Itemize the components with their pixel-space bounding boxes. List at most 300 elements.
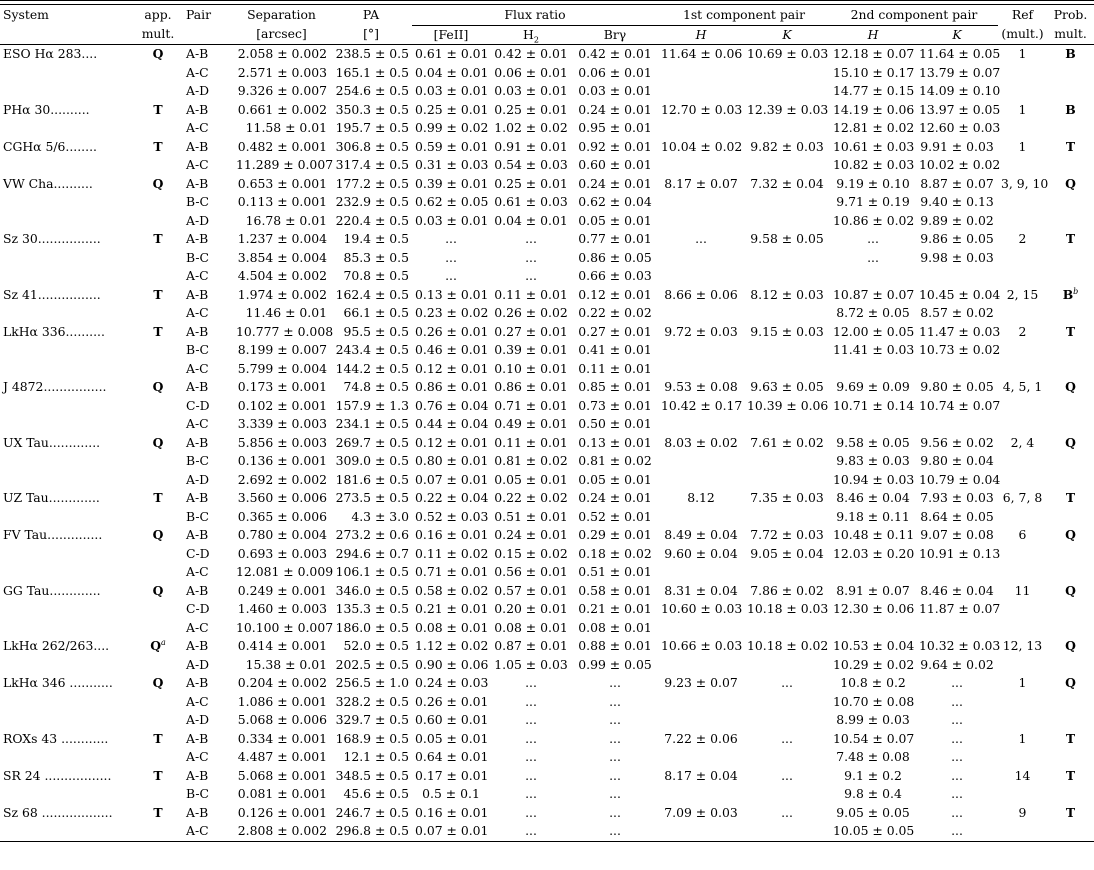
cell-prob-mult — [1047, 693, 1094, 712]
col-h2-label: H — [523, 26, 534, 42]
cell-first-K — [744, 600, 830, 619]
cell-flux-brgamma — [572, 748, 658, 767]
cell-flux-feii — [412, 711, 490, 730]
cell-app-mult — [133, 323, 183, 342]
cell-first-H — [658, 175, 744, 194]
pair-value: A-C — [186, 157, 209, 172]
first-K-value: ... — [781, 767, 793, 783]
table-row — [0, 156, 1094, 175]
system-name-value: VW Cha.......... — [3, 175, 93, 191]
flux-h2-value: 0.54 ± 0.03 — [494, 157, 568, 172]
cell-second-K — [916, 804, 998, 823]
position-angle-value: 232.9 ± 0.5 — [335, 194, 409, 209]
cell-flux-h2 — [490, 397, 572, 416]
flux-feii-value: 0.90 ± 0.06 — [415, 656, 489, 672]
cell-flux-h2 — [490, 711, 572, 730]
flux-feii-value: 0.58 ± 0.02 — [415, 582, 489, 598]
cell-separation — [233, 267, 330, 286]
cell-flux-feii — [412, 748, 490, 767]
cell-first-K — [744, 64, 830, 83]
cell-separation — [233, 563, 334, 582]
cell-app-mult — [133, 508, 183, 527]
flux-feii-value: 0.12 ± 0.01 — [415, 434, 489, 450]
cell-first-K — [744, 415, 830, 434]
ref-value: 2, 15 — [1006, 286, 1039, 302]
position-angle-value: 95.5 ± 0.5 — [343, 323, 409, 339]
separation-value: 5.068 ± 0.001 — [237, 767, 327, 783]
col-second-H-label: H — [867, 26, 879, 42]
flux-h2-value: 0.25 ± 0.01 — [494, 175, 568, 191]
cell-separation — [233, 619, 334, 638]
first-H-value: 8.49 ± 0.04 — [664, 527, 738, 542]
cell-first-K — [744, 711, 830, 730]
second-H-value: 8.46 ± 0.04 — [836, 490, 910, 505]
cell-flux-feii — [412, 156, 490, 175]
cell-position-angle — [330, 711, 412, 730]
table-row — [0, 397, 1094, 416]
cell-prob-mult — [1047, 748, 1094, 767]
cell-first-K — [744, 101, 830, 120]
flux-feii-value: 0.07 ± 0.01 — [415, 471, 489, 487]
cell-first-H — [658, 582, 744, 601]
position-angle-value: 238.5 ± 0.5 — [335, 46, 409, 61]
cell-separation — [233, 748, 330, 767]
table-header — [0, 1, 1094, 45]
cell-separation — [233, 471, 330, 490]
cell-flux-feii — [412, 193, 490, 212]
second-H-value: 15.10 ± 0.17 — [833, 64, 915, 80]
flux-brgamma-value: ... — [609, 823, 621, 838]
cell-position-angle — [330, 378, 412, 397]
flux-feii-value: 0.11 ± 0.02 — [415, 545, 489, 561]
flux-feii-value: 0.86 ± 0.01 — [415, 379, 489, 394]
flux-h2-value: 0.05 ± 0.01 — [494, 471, 568, 487]
cell-position-angle — [330, 471, 412, 490]
cell-flux-h2 — [490, 637, 572, 656]
cell-second-K — [916, 193, 998, 212]
cell-second-H — [830, 304, 916, 323]
table-row — [0, 785, 1094, 804]
cell-flux-brgamma — [572, 267, 658, 286]
position-angle-value: 348.5 ± 0.5 — [335, 767, 409, 783]
ref-value: 1 — [1018, 675, 1027, 690]
pair-value: A-B — [186, 527, 209, 542]
cell-first-K — [744, 693, 830, 712]
col-first-H — [658, 25, 744, 45]
cell-system-name — [0, 82, 133, 101]
prob-mult-value: T — [1065, 730, 1076, 746]
separation-value: 0.204 ± 0.002 — [237, 675, 327, 690]
cell-flux-h2 — [490, 360, 572, 379]
pair-value: C-D — [186, 397, 210, 413]
table-row — [0, 804, 1094, 823]
app-mult-value: T — [153, 286, 163, 302]
table-row — [0, 267, 1094, 286]
cell-first-K — [744, 378, 830, 397]
second-H-value: 12.18 ± 0.07 — [833, 46, 915, 61]
second-K-value: ... — [951, 730, 963, 746]
cell-flux-h2 — [490, 415, 572, 434]
cell-app-mult — [133, 193, 183, 212]
cell-system-name — [0, 156, 133, 175]
prob-mult-value: Q — [1065, 638, 1076, 653]
flux-brgamma-value: 0.86 ± 0.05 — [578, 249, 652, 265]
cell-second-K — [916, 637, 1001, 656]
cell-app-mult — [133, 212, 183, 231]
cell-separation — [233, 526, 330, 545]
first-K-value: 10.18 ± 0.02 — [747, 638, 829, 653]
cell-app-mult — [133, 563, 183, 582]
flux-feii-value: 0.59 ± 0.01 — [415, 138, 489, 154]
cell-prob-mult — [1047, 138, 1094, 157]
cell-first-H — [658, 619, 744, 638]
cell-pair — [183, 230, 233, 249]
table-row — [0, 711, 1094, 730]
app-mult-value: Q — [152, 582, 164, 598]
cell-second-H — [830, 360, 916, 379]
system-name-value: LkHα 336.......... — [3, 323, 105, 339]
pair-value: A-B — [186, 286, 209, 302]
position-angle-value: 162.4 ± 0.5 — [335, 286, 409, 302]
first-K-value: 10.69 ± 0.03 — [747, 46, 829, 61]
cell-first-H — [658, 767, 744, 786]
cell-pair — [183, 508, 233, 527]
pair-value: A-D — [186, 712, 210, 727]
cell-second-H — [830, 45, 916, 64]
cell-position-angle — [330, 138, 412, 157]
second-H-value: 9.8 ± 0.4 — [844, 786, 902, 801]
cell-first-K — [744, 508, 830, 527]
second-K-value: 12.60 ± 0.03 — [919, 120, 1001, 135]
cell-flux-feii — [412, 138, 490, 157]
first-K-value: 7.35 ± 0.03 — [750, 490, 824, 505]
separation-value: 0.661 ± 0.002 — [237, 101, 327, 117]
flux-brgamma-value: 0.13 ± 0.01 — [578, 434, 652, 450]
col-prob-mult: Prob. — [1053, 7, 1088, 23]
cell-second-K — [916, 711, 998, 730]
cell-system-name — [0, 748, 133, 767]
second-K-value: 8.87 ± 0.07 — [920, 175, 994, 191]
cell-pair — [183, 323, 233, 342]
cell-flux-h2 — [490, 489, 572, 508]
cell-system-name — [0, 822, 133, 841]
flux-feii-value: 0.24 ± 0.03 — [415, 675, 489, 690]
cell-prob-mult — [1047, 656, 1094, 675]
table-row — [0, 415, 1094, 434]
position-angle-value: 66.1 ± 0.5 — [343, 305, 409, 320]
flux-feii-value: 0.07 ± 0.01 — [415, 823, 489, 838]
cell-second-K — [916, 471, 1001, 490]
cell-flux-brgamma — [572, 545, 658, 564]
cell-first-H — [658, 397, 744, 416]
cell-flux-feii — [412, 360, 490, 379]
flux-brgamma-value: 0.85 ± 0.01 — [578, 379, 652, 394]
cell-flux-feii — [412, 674, 490, 693]
cell-flux-brgamma — [572, 64, 658, 83]
separation-value: 12.081 ± 0.009 — [236, 564, 334, 579]
app-mult-value: T — [153, 323, 163, 339]
flux-feii-value: 0.52 ± 0.03 — [415, 508, 489, 524]
cell-ref — [998, 415, 1047, 434]
cell-second-K — [916, 101, 1001, 120]
cell-flux-feii — [412, 489, 490, 508]
cell-first-H — [658, 526, 744, 545]
flux-h2-value: 0.03 ± 0.01 — [494, 83, 568, 98]
table-row — [0, 674, 1094, 693]
cell-first-H — [658, 748, 744, 767]
system-name-value: PHα 30.......... — [3, 101, 90, 117]
cell-second-H — [830, 508, 916, 527]
second-H-value: 9.1 ± 0.2 — [844, 767, 902, 783]
cell-pair — [183, 730, 233, 749]
cell-separation — [233, 637, 330, 656]
pair-value: B-C — [186, 786, 210, 801]
cell-pair — [183, 415, 233, 434]
cell-prob-mult — [1047, 175, 1094, 194]
cell-second-H — [830, 193, 916, 212]
flux-h2-value: ... — [525, 767, 537, 783]
cell-second-K — [916, 82, 1001, 101]
ref-value: 1 — [1018, 730, 1027, 746]
table-row — [0, 563, 1094, 582]
cell-second-K — [916, 138, 998, 157]
cell-pair — [183, 785, 233, 804]
cell-app-mult — [133, 415, 183, 434]
cell-position-angle — [330, 360, 412, 379]
flux-feii-value: ... — [445, 268, 457, 283]
second-K-value: ... — [951, 749, 963, 764]
cell-position-angle — [330, 674, 412, 693]
position-angle-value: 157.9 ± 1.3 — [335, 397, 409, 413]
cell-flux-h2 — [490, 230, 572, 249]
second-K-value: ... — [951, 693, 963, 709]
flux-brgamma-value: 0.41 ± 0.01 — [578, 342, 652, 357]
table-row — [0, 304, 1094, 323]
cell-first-K — [744, 212, 830, 231]
second-H-value: 10.53 ± 0.04 — [833, 638, 915, 653]
cell-system-name — [0, 119, 133, 138]
second-K-value: 9.40 ± 0.13 — [920, 194, 994, 209]
cell-separation — [233, 804, 330, 823]
position-angle-value: 306.8 ± 0.5 — [335, 138, 409, 154]
cell-ref — [998, 711, 1047, 730]
flux-brgamma-value: 0.52 ± 0.01 — [578, 508, 652, 524]
cell-pair — [183, 711, 233, 730]
flux-feii-value: 0.03 ± 0.01 — [415, 212, 489, 228]
cell-flux-brgamma — [572, 378, 658, 397]
cell-position-angle — [330, 82, 412, 101]
cell-pair — [183, 822, 233, 841]
cell-system-name — [0, 582, 133, 601]
cell-prob-mult — [1047, 304, 1094, 323]
flux-h2-value: 0.56 ± 0.01 — [494, 564, 568, 579]
flux-brgamma-value: 0.05 ± 0.01 — [578, 471, 652, 487]
ref-value: 2, 4 — [1010, 434, 1035, 450]
second-H-value: 9.69 ± 0.09 — [836, 379, 910, 394]
cell-flux-brgamma — [572, 360, 658, 379]
cell-app-mult — [133, 101, 183, 120]
cell-flux-h2 — [490, 45, 572, 64]
cell-app-mult — [133, 119, 183, 138]
table-row — [0, 82, 1094, 101]
flux-brgamma-value: ... — [609, 804, 621, 820]
position-angle-value: 202.5 ± 0.5 — [335, 656, 409, 672]
cell-pair — [183, 156, 233, 175]
separation-value: 0.653 ± 0.001 — [237, 175, 327, 191]
pair-value: C-D — [186, 545, 210, 561]
flux-h2-value: ... — [525, 712, 537, 727]
cell-flux-feii — [412, 101, 490, 120]
cell-flux-brgamma — [572, 563, 658, 582]
first-K-value: 7.32 ± 0.04 — [750, 175, 824, 191]
cell-first-H — [658, 804, 744, 823]
second-K-value: 9.64 ± 0.02 — [920, 656, 994, 672]
position-angle-value: 329.7 ± 0.5 — [335, 712, 409, 727]
flux-h2-value: 0.06 ± 0.01 — [494, 64, 568, 80]
cell-second-K — [916, 119, 1001, 138]
table-row — [0, 452, 1094, 471]
cell-separation — [233, 138, 330, 157]
first-K-value: 9.05 ± 0.04 — [750, 545, 824, 561]
flux-h2-value: 0.86 ± 0.01 — [494, 379, 568, 394]
second-H-value: 9.05 ± 0.05 — [836, 804, 910, 820]
cell-flux-h2 — [490, 619, 572, 638]
cell-pair — [183, 526, 233, 545]
flux-brgamma-value: 0.24 ± 0.01 — [578, 490, 652, 505]
cell-app-mult — [133, 748, 183, 767]
flux-feii-value: 0.23 ± 0.02 — [415, 305, 489, 320]
cell-position-angle — [330, 748, 412, 767]
system-name-value: Sz 68 .................. — [3, 804, 113, 820]
cell-second-K — [916, 489, 998, 508]
col-second-H — [830, 25, 916, 45]
flux-brgamma-value: 0.81 ± 0.02 — [578, 453, 652, 468]
col-ref-sub: (mult.) — [998, 25, 1047, 45]
cell-system-name — [0, 693, 133, 712]
ref-value: 14 — [1014, 767, 1031, 783]
position-angle-value: 294.6 ± 0.7 — [335, 545, 409, 561]
cell-flux-feii — [412, 822, 490, 841]
cell-ref — [998, 156, 1047, 175]
cell-separation — [233, 711, 330, 730]
cell-ref — [998, 526, 1047, 545]
cell-second-K — [916, 45, 1001, 64]
cell-flux-brgamma — [572, 341, 658, 360]
prob-mult-value: T — [1065, 804, 1076, 820]
cell-second-H — [830, 619, 916, 638]
cell-flux-h2 — [490, 193, 572, 212]
cell-system-name — [0, 397, 133, 416]
flux-brgamma-value: 0.99 ± 0.05 — [578, 656, 652, 672]
cell-prob-mult — [1047, 156, 1094, 175]
position-angle-value: 269.7 ± 0.5 — [335, 434, 409, 450]
cell-position-angle — [330, 785, 412, 804]
cell-flux-brgamma — [572, 526, 658, 545]
cell-first-K — [744, 360, 830, 379]
flux-h2-value: 0.24 ± 0.01 — [494, 527, 568, 542]
cell-second-K — [916, 341, 1001, 360]
cell-flux-h2 — [490, 249, 572, 268]
cell-flux-feii — [412, 249, 490, 268]
cell-ref — [998, 600, 1047, 619]
cell-first-H — [658, 471, 744, 490]
first-K-value: 9.15 ± 0.03 — [750, 323, 824, 339]
cell-flux-h2 — [490, 730, 572, 749]
flux-feii-value: 0.26 ± 0.01 — [415, 693, 489, 709]
cell-position-angle — [330, 286, 412, 305]
cell-flux-brgamma — [572, 397, 658, 416]
ref-value: 1 — [1018, 138, 1027, 154]
cell-position-angle — [330, 526, 412, 545]
cell-system-name — [0, 323, 133, 342]
cell-first-K — [744, 582, 830, 601]
cell-flux-h2 — [490, 785, 572, 804]
second-H-value: 9.19 ± 0.10 — [836, 175, 910, 191]
cell-system-name — [0, 378, 133, 397]
flux-feii-value: ... — [445, 249, 457, 265]
flux-h2-value: 0.87 ± 0.01 — [494, 638, 568, 653]
cell-pair — [183, 619, 233, 638]
cell-first-K — [744, 267, 830, 286]
cell-prob-mult — [1047, 323, 1094, 342]
second-K-value: 9.86 ± 0.05 — [920, 231, 994, 246]
cell-system-name — [0, 230, 133, 249]
position-angle-value: 52.0 ± 0.5 — [343, 638, 409, 653]
app-mult-value: T — [153, 767, 163, 783]
separation-value: 1.237 ± 0.004 — [237, 231, 327, 246]
second-H-value: 9.71 ± 0.19 — [836, 194, 910, 209]
cell-pair — [183, 175, 233, 194]
cell-ref — [998, 82, 1047, 101]
cell-position-angle — [330, 304, 412, 323]
table-row — [0, 693, 1094, 712]
flux-feii-value: 0.44 ± 0.04 — [415, 416, 489, 431]
app-mult-value: Q — [152, 434, 164, 450]
pair-value: A-D — [186, 212, 210, 228]
cell-second-K — [916, 360, 998, 379]
prob-mult-value: Q — [1065, 434, 1076, 450]
cell-second-K — [916, 600, 1001, 619]
cell-ref — [998, 767, 1047, 786]
cell-flux-feii — [412, 804, 490, 823]
position-angle-value: 296.8 ± 0.5 — [335, 823, 409, 838]
cell-flux-feii — [412, 730, 490, 749]
position-angle-value: 70.8 ± 0.5 — [343, 268, 409, 283]
app-mult-value: T — [153, 490, 163, 505]
cell-first-K — [744, 545, 830, 564]
cell-system-name — [0, 360, 133, 379]
flux-h2-value: 0.26 ± 0.02 — [494, 305, 568, 320]
cell-prob-mult — [1047, 267, 1094, 286]
pair-value: B-C — [186, 342, 210, 357]
col-pair: Pair — [186, 7, 212, 23]
cell-pair — [183, 748, 233, 767]
second-K-value: 8.46 ± 0.04 — [920, 582, 994, 598]
table-row — [0, 637, 1094, 656]
cell-app-mult — [133, 619, 183, 638]
cell-ref — [998, 193, 1047, 212]
first-K-value: 12.39 ± 0.03 — [747, 101, 829, 117]
cell-flux-brgamma — [572, 82, 658, 101]
second-K-value: 9.80 ± 0.05 — [920, 379, 994, 394]
cell-flux-h2 — [490, 156, 572, 175]
cell-separation — [233, 360, 330, 379]
cell-flux-brgamma — [572, 582, 658, 601]
first-H-value: 10.42 ± 0.17 — [661, 397, 743, 413]
pair-value: A-B — [186, 101, 209, 117]
first-H-value: 9.72 ± 0.03 — [664, 323, 738, 339]
cell-prob-mult — [1047, 452, 1094, 471]
